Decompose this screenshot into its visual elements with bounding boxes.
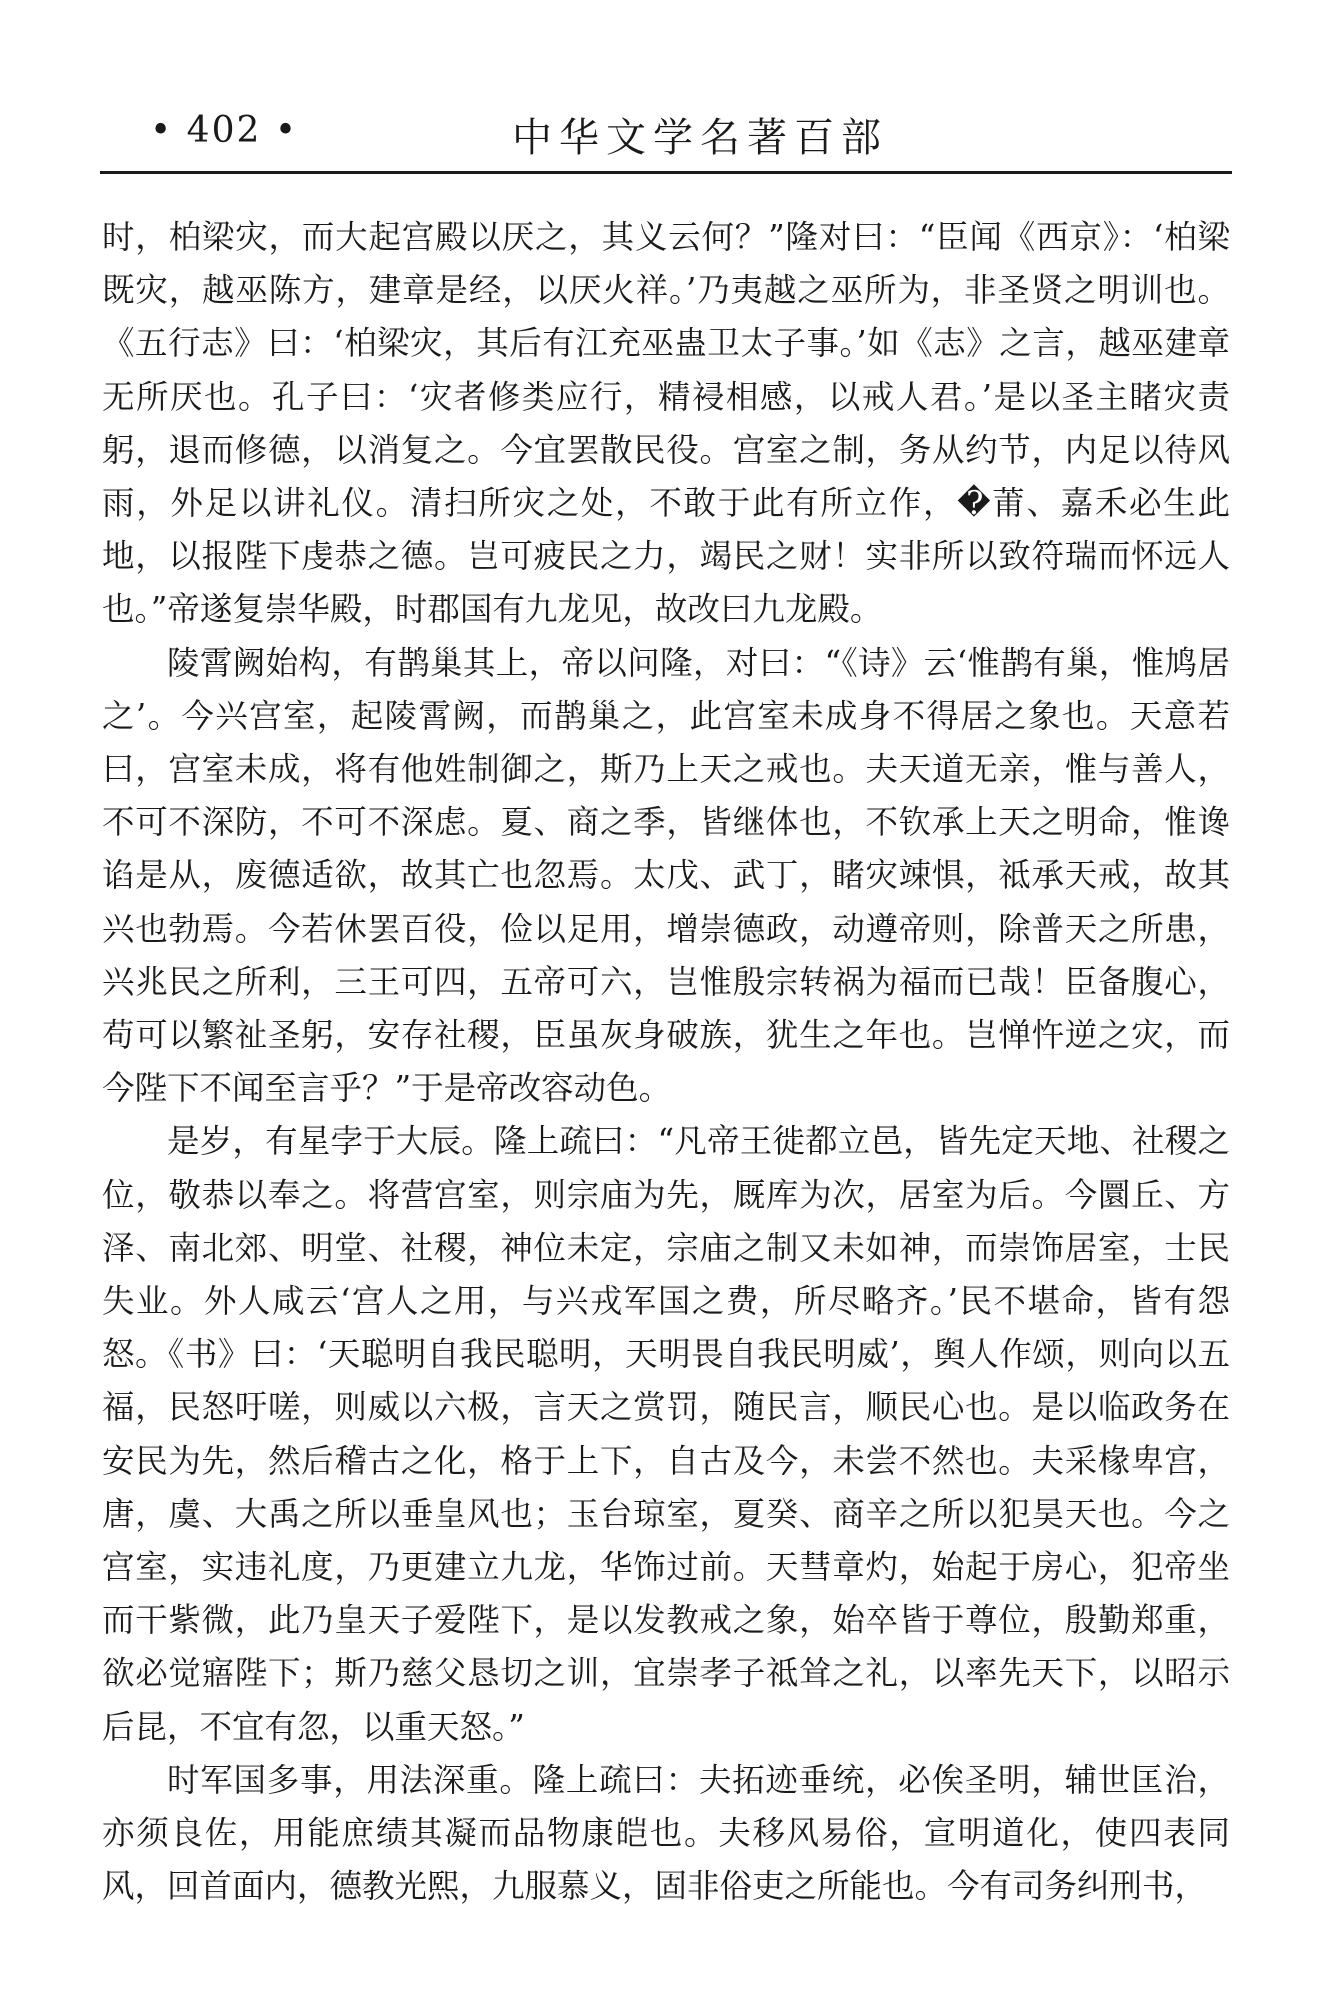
paragraph: 陵霄阙始构，有鹊巢其上，帝以问隆，对曰：“《诗》云‘惟鹊有巢，惟鸠居之’。今兴宫室，起陵霄阙，而鹊巢之，此宫室未成身不得居之象也。天意若曰，宫室未成，将有他姓制御之，斯乃上天之戒也。夫天道无亲，惟与善人，不可不深防，不可不深虑。夏、商之季，皆继体也，不钦承上天之明命，惟谗谄是从，废德适欲，故其亡也忽焉。太戊、武丁，睹灾竦惧，祗承天戒，故其兴也勃焉。今若休罢百役，俭以足用，增崇德政，动遵帝则，除普天之所患，兴兆民之所利，三王可四，五帝可六，岂惟殷宗转祸为福而已哉！臣备腹心，苟可以繁祉圣躬，安存社稷，臣虽灰身破族，犹生之年也。岂惮忤逆之灾，而今陛下不闻至言乎？”于是帝改容动色。 (102, 643, 1230, 1108)
paragraph: 时，柏梁灾，而大起宫殿以厌之，其义云何？”隆对曰：“臣闻《西京》：‘柏梁既灾，越巫陈方，建章是经，以厌火祥。’乃夷越之巫所为，非圣贤之明训也。《五行志》曰：‘柏梁灾，其后有江充巫蛊卫太子事。’如《志》之言，越巫建章无所厌也。孔子曰：‘灾者修类应行，精祲相感，以戒人君。’是以圣主睹灾责躬，退而修德，以消复之。今宜罢散民役。宫室之制，务从约节，内足以待风雨，外足以讲礼仪。清扫所灾之处，不敢于此有所立作，�莆、嘉禾必生此地，以报陛下虔恭之德。岂可疲民之力，竭民之财！实非所以致符瑞而怀远人也。”帝遂复崇华殿，时郡国有九龙见，故改曰九龙殿。 (102, 218, 1230, 629)
header-rule (100, 171, 1232, 174)
paragraph: 是岁，有星孛于大辰。隆上疏曰：“凡帝王徙都立邑，皆先定天地、社稷之位，敬恭以奉之。将营宫室，则宗庙为先，厩库为次，居室为后。今圜丘、方泽、南北郊、明堂、社稷，神位未定，宗庙之制又未如神，而崇饰居室，士民失业。外人咸云‘宫人之用，与兴戎军国之费，所尽略齐。’民不堪命，皆有怨怒。《书》曰：‘天聪明自我民聪明，天明畏自我民明威’，舆人作颂，则向以五福，民怒吁嗟，则威以六极，言天之赏罚，随民言，顺民心也。是以临政务在安民为先，然后稽古之化，格于上下，自古及今，未尝不然也。夫采椽卑宫，唐，虞、大禹之所以垂皇风也；玉台琼室，夏癸、商辛之所以犯昊天也。今之宫室，实违礼度，乃更建立九龙，华饰过前。天彗章灼，始起于房心，犯帝坐而干紫微，此乃皇天子爱陛下，是以发教戒之象，始卒皆于尊位，殷勤郑重，欲必觉寤陛下；斯乃慈父恳切之训，宜崇孝子祗耸之礼，以率先天下，以昭示后昆，不宜有忽，以重天怒。” (102, 1122, 1230, 1746)
page-number: • 402 • (150, 110, 299, 151)
body-text (102, 211, 1230, 1914)
book-title: 中华文学名著百部 (512, 115, 888, 161)
paragraph: 时军国多事，用法深重。隆上疏曰：夫拓迹垂统，必俟圣明，辅世匡治，亦须良佐，用能庶绩其凝而品物康皑也。夫移风易俗，宣明道化，使四表同风，回首面内，德教光熙，九服慕义，固非俗吏之所能也。今有司务纠刑书， (102, 1760, 1230, 1906)
running-header (100, 100, 1232, 170)
